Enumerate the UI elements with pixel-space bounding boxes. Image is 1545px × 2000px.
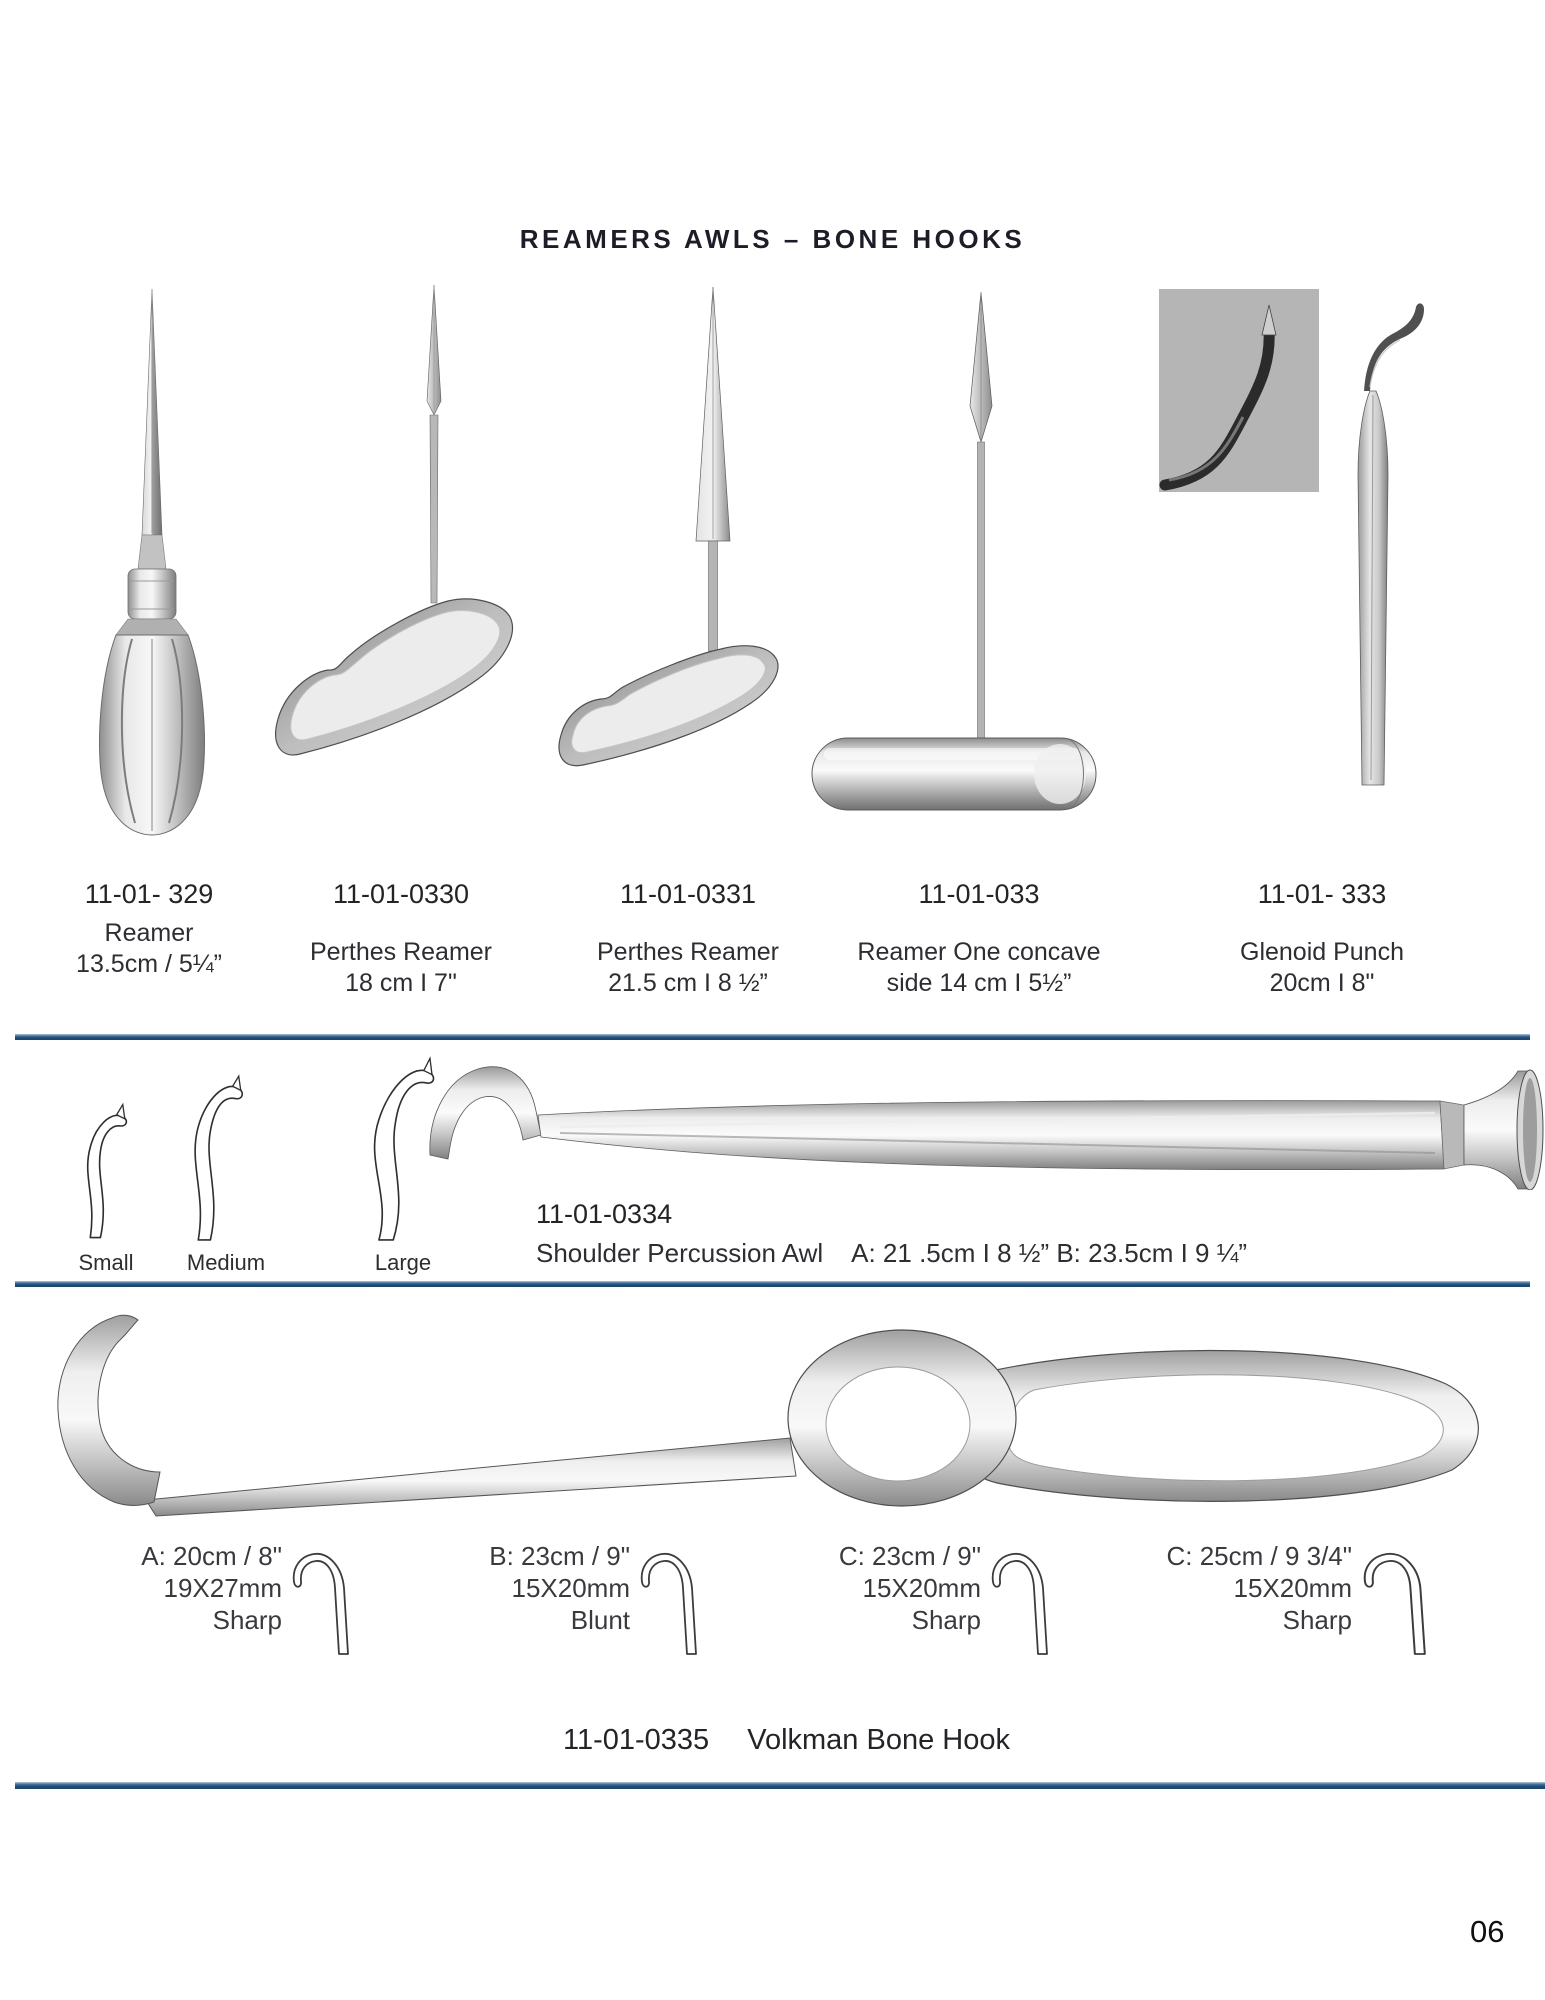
volkman-bone-hook-image (50, 1312, 1500, 1517)
section-divider (15, 1782, 1545, 1789)
product-code: 11-01-0330 (332, 879, 470, 909)
product-code: 11-01-0331 (619, 879, 757, 909)
volkman-product-name: Volkman Bone Hook (747, 1724, 1010, 1756)
glenoid-punch-tip-detail (1159, 289, 1319, 492)
glenoid-punch-tip-inset (1159, 289, 1319, 492)
volkman-product-code: 11-01-0335 (563, 1724, 710, 1756)
awl-product-sizes: A: 21 .5cm I 8 ½” B: 23.5cm I 9 ¼” (851, 1238, 1248, 1268)
product-label-333 (1240, 878, 1404, 999)
hook-variant-size: B: 23cm / 9" (489, 1541, 630, 1571)
page-number: 06 (1470, 1914, 1505, 1949)
hook-drawing-c1 (983, 1536, 1077, 1656)
awl-size-label-large: Large (374, 1250, 432, 1275)
product-name: Glenoid Punch (1239, 938, 1405, 966)
product-size: 20cm I 8" (1269, 969, 1375, 997)
product-label-033 (857, 878, 1100, 999)
perthes-reamer-21cm-image (553, 283, 783, 798)
product-size: side 14 cm I 5½” (886, 969, 1072, 997)
page-title: REAMERS AWLS – BONE HOOKS (519, 224, 1026, 254)
awl-size-label-medium: Medium (186, 1250, 266, 1275)
awl-product-info (536, 1238, 1247, 1269)
section-divider (15, 1034, 1530, 1040)
product-label-0330 (310, 878, 492, 999)
awl-tip-small-drawing (72, 1092, 138, 1240)
hook-variant-dims: 15X20mm (862, 1573, 981, 1603)
product-size: 18 cm I 7" (345, 969, 457, 997)
product-size: 21.5 cm I 8 ½” (608, 969, 768, 997)
product-code: 11-01- 333 (1257, 879, 1387, 909)
hook-variant-size: A: 20cm / 8" (141, 1541, 282, 1571)
perthes-reamer-18cm-image (268, 283, 528, 761)
product-size: 13.5cm / 5¼” (76, 950, 222, 978)
hook-variant-tip: Sharp (212, 1605, 282, 1635)
glenoid-punch-image (1332, 295, 1450, 795)
awl-product-code: 11-01-0334 (536, 1199, 673, 1229)
product-code: 11-01-033 (918, 879, 1040, 909)
hook-variant-dims: 15X20mm (511, 1573, 630, 1603)
hook-variant-tip: Blunt (570, 1605, 630, 1635)
t-handle-reamer-image (808, 288, 1100, 816)
hook-variant-b (448, 1540, 630, 1636)
hook-variant-dims: 15X20mm (1233, 1573, 1352, 1603)
hook-variant-size: C: 25cm / 9 3/4" (1166, 1541, 1352, 1571)
hook-drawing-b (632, 1536, 726, 1656)
awl-tip-medium-drawing (176, 1062, 262, 1242)
hook-variant-size: C: 23cm / 9" (838, 1541, 981, 1571)
volkman-caption (14, 1724, 1545, 1757)
hook-variant-c2 (1140, 1540, 1352, 1636)
reamer-image (85, 283, 220, 838)
hook-variant-c1 (799, 1540, 981, 1636)
hook-variant-dims: 19X27mm (163, 1573, 282, 1603)
product-label-329 (76, 878, 222, 980)
product-code: 11-01- 329 (84, 879, 214, 909)
section-divider (15, 1281, 1530, 1287)
awl-product-name: Shoulder Percussion Awl (536, 1238, 824, 1268)
product-name: Reamer (104, 919, 194, 947)
product-label-0331 (597, 878, 779, 999)
hook-variant-tip: Sharp (1282, 1605, 1352, 1635)
hook-drawing-c2 (1354, 1536, 1458, 1656)
shoulder-percussion-awl-image (420, 1055, 1545, 1190)
product-name: Perthes Reamer (596, 938, 780, 966)
product-name: Perthes Reamer (309, 938, 493, 966)
awl-size-label-small: Small (78, 1250, 134, 1275)
product-name: Reamer One concave (857, 938, 1101, 966)
hook-drawing-a (284, 1536, 378, 1656)
hook-variant-a (100, 1540, 282, 1636)
hook-variant-tip: Sharp (911, 1605, 981, 1635)
